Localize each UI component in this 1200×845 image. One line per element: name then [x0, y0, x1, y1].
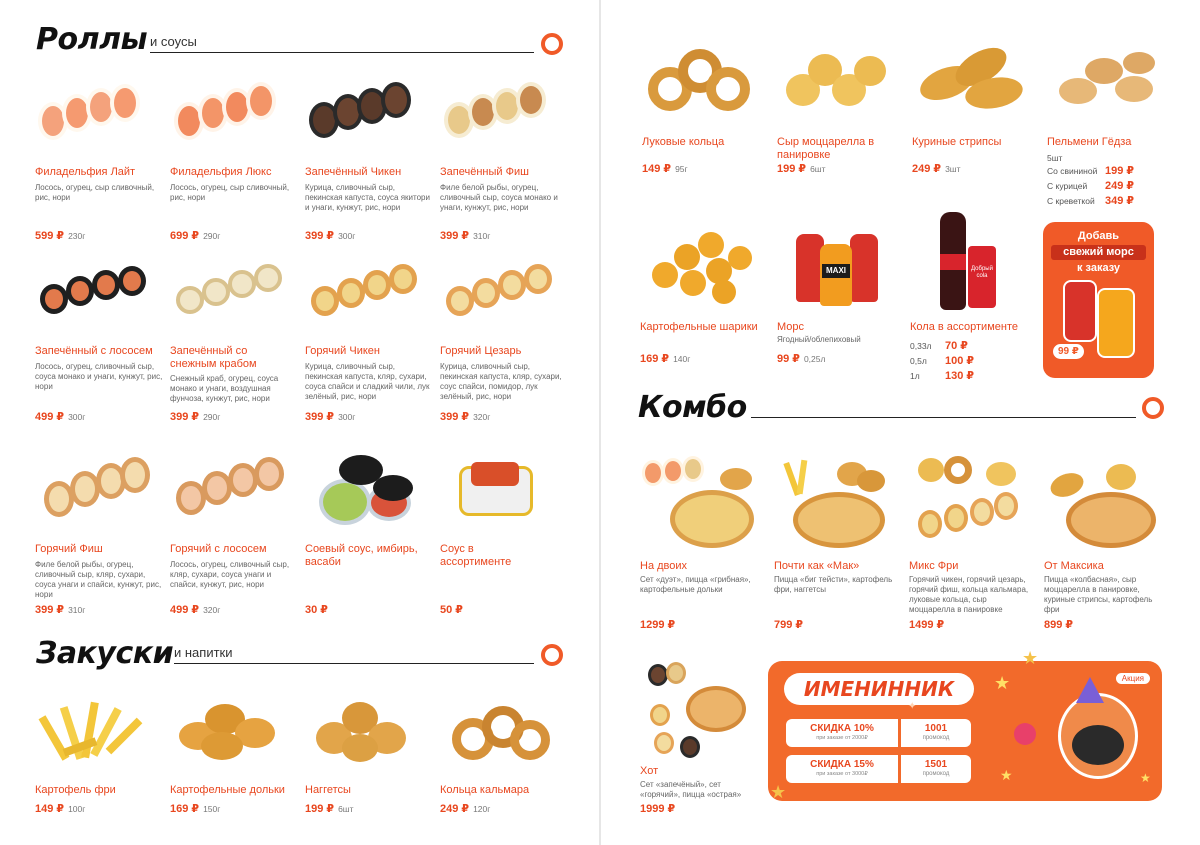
roll-image — [172, 262, 292, 324]
section-title-combo: Комбо — [638, 390, 747, 425]
combo-image — [1046, 460, 1158, 552]
item-name: Пельмени Гёдза — [1047, 136, 1132, 148]
item-name: Картофель фри — [35, 784, 116, 796]
item-price: 149 ₽ 95г — [642, 163, 688, 175]
item-name: Микс Фри — [909, 560, 959, 572]
variant-row: С креветкой 349 ₽ — [1047, 195, 1135, 207]
item-description: Курица, сливочный сыр, пекинская капуста, кляр, сухари, соус спайси, помидор, лук зелёный, рис, нори — [440, 362, 562, 401]
variant-row: С курицей 249 ₽ — [1047, 180, 1135, 192]
section-title-rolls: Роллы — [36, 22, 148, 57]
cola-can-label: Добрый cola — [968, 246, 996, 308]
promo-price-badge: 99 ₽ — [1053, 344, 1084, 359]
item-price: 399 ₽ 290г — [170, 411, 221, 423]
item-price: 169 ₽ 150г — [170, 803, 221, 815]
variant-row: 0,33л 70 ₽ — [910, 340, 968, 352]
ring-icon — [1142, 397, 1164, 419]
item-name: От Максика — [1044, 560, 1104, 572]
cake-icon — [1014, 723, 1036, 745]
variant-row: 1л 130 ₽ — [910, 370, 975, 382]
roll-image — [307, 80, 425, 146]
combo-image — [914, 454, 1026, 552]
promo-line: свежий морс — [1051, 245, 1146, 260]
promo-title: ИМЕНИННИК — [784, 673, 974, 705]
item-name: Картофельные шарики — [640, 321, 758, 333]
combo-image — [640, 456, 758, 552]
item-price: 199 ₽ 6шт — [305, 803, 354, 815]
item-price: 99 ₽ 0,25л — [777, 353, 826, 365]
item-name: Сыр моццарелла в панировке — [777, 136, 875, 161]
sauce-cup-image — [455, 458, 537, 526]
bottle-icon — [1097, 288, 1135, 358]
roll-image — [36, 262, 156, 324]
item-name: Филадельфия Лайт — [35, 166, 136, 178]
roll-image — [442, 262, 562, 324]
item-price: 1999 ₽ — [640, 803, 676, 815]
variant-row: Со свининой 199 ₽ — [1047, 165, 1135, 177]
item-name: Запечённый Чикен — [305, 166, 402, 178]
roll-image — [307, 262, 427, 324]
item-count: 5шт — [1047, 153, 1063, 163]
item-price: 399 ₽ 310г — [440, 230, 491, 242]
nuggets-image — [312, 698, 412, 764]
birthday-promo-banner[interactable] — [768, 661, 1162, 801]
potato-balls-image — [646, 226, 756, 306]
item-price: 499 ₽ 320г — [170, 604, 221, 616]
star-icon: ★ — [770, 782, 787, 802]
item-price: 399 ₽ 320г — [440, 411, 491, 423]
item-description: Горячий чикен, горячий цезарь, горячий фиш, кольца кальмара, луковые кольца, сыр моццарелла в панировке — [909, 575, 1029, 614]
page-divider — [599, 0, 601, 845]
onion-rings-image — [646, 45, 756, 117]
star-icon: ★ — [1022, 648, 1039, 668]
item-name: Горячий Цезарь — [440, 345, 522, 357]
item-price: 149 ₽ 100г — [35, 803, 86, 815]
item-price: 50 ₽ — [440, 604, 463, 616]
item-price: 249 ₽ 120г — [440, 803, 491, 815]
item-price: 499 ₽ 300г — [35, 411, 86, 423]
star-icon: ★ — [1140, 771, 1151, 785]
item-price: 399 ₽ 310г — [35, 604, 86, 616]
chicken-strips-image — [915, 44, 1031, 114]
ring-icon — [541, 644, 563, 666]
confetti-icon: ✦ — [908, 701, 917, 712]
item-description: Курица, сливочный сыр, пекинская капуста, кляр, сухари, соуса спайси и сладкий чили, лук зелёный, рис, нори — [305, 362, 430, 401]
section-line — [174, 663, 534, 664]
variant-row: 0,5л 100 ₽ — [910, 355, 975, 367]
section-line — [150, 52, 534, 53]
roll-image — [36, 80, 154, 146]
item-name: Соус в ассортименте — [440, 543, 512, 568]
roll-image — [40, 455, 155, 525]
discount-card: СКИДКА 10% при заказе от 2000₽ — [786, 719, 898, 747]
roll-image — [442, 80, 560, 146]
item-price: 199 ₽ 6шт — [777, 163, 826, 175]
cola-image — [936, 212, 1000, 312]
item-name: Картофельные дольки — [170, 784, 285, 796]
morse-bottles-image — [792, 228, 884, 308]
item-description: Курица, сливочный сыр, пекинская капуста, соуса якитори и унаги, кунжут, рис, нори — [305, 183, 430, 212]
item-name: Почти как «Мак» — [774, 560, 860, 572]
star-icon: ★ — [994, 673, 1011, 693]
item-price: 1299 ₽ — [640, 619, 676, 631]
item-name: Горячий Фиш — [35, 543, 103, 555]
promo-tag: Акция — [1116, 673, 1150, 684]
item-name: Хот — [640, 765, 659, 777]
item-description: Лосось, огурец, сыр сливочный, рис, нори — [170, 183, 290, 202]
item-description: Филе белой рыбы, огурец, сливочный сыр, соуса монако и унаги, кунжут, рис, нори — [440, 183, 558, 212]
item-description: Пицца «биг тейсти», картофель фри, наггетсы — [774, 575, 893, 594]
item-name: Запечённый с лососем — [35, 345, 153, 357]
item-description: Снежный краб, огурец, соуса монако и унаги, воздушная фунчоза, кунжут, рис, нори — [170, 374, 279, 403]
combo-image — [644, 660, 750, 760]
item-name: Запечённый со снежным крабом — [170, 345, 257, 370]
item-description: Сет «дуэт», пицца «грибная», картофельные дольки — [640, 575, 751, 594]
promo-code[interactable]: 1501 промокод — [901, 755, 971, 783]
roll-image — [172, 455, 290, 525]
item-name: Морс — [777, 321, 805, 333]
promo-line: к заказу — [1076, 262, 1121, 274]
morse-brand-label: MAXI — [822, 264, 850, 278]
gyoza-image — [1055, 48, 1160, 114]
item-description: Лосось, огурец, сыр сливочный, рис, нори — [35, 183, 155, 202]
item-name: Наггетсы — [305, 784, 351, 796]
bottle-icon — [1063, 280, 1097, 342]
item-price: 399 ₽ 300г — [305, 230, 356, 242]
promo-line: Добавь — [1077, 230, 1120, 242]
item-name: Кола в ассортименте — [910, 321, 1018, 333]
item-price: 399 ₽ 300г — [305, 411, 356, 423]
roll-image — [172, 80, 290, 146]
section-title-snacks: Закуски — [36, 636, 174, 671]
star-icon: ★ — [1000, 767, 1013, 783]
potato-wedges-image — [175, 698, 285, 764]
item-price: 30 ₽ — [305, 604, 328, 616]
item-name: Луковые кольца — [642, 136, 725, 148]
section-subtitle-rolls: и соусы — [150, 34, 197, 49]
ring-icon — [541, 33, 563, 55]
item-price: 599 ₽ 230г — [35, 230, 86, 242]
item-description: Лосось, огурец, сливочный сыр, соуса монако и унаги, кунжут, рис, нори — [35, 362, 163, 391]
item-description: Сет «запечёный», сет «горячий», пицца «острая» — [640, 780, 742, 799]
section-subtitle-snacks: и напитки — [174, 645, 233, 660]
sauce-set-image — [315, 453, 425, 531]
promo-code[interactable]: 1001 промокод — [901, 719, 971, 747]
section-line — [751, 417, 1136, 418]
item-name: Кольца кальмара — [440, 784, 530, 796]
party-hat-icon — [1076, 677, 1104, 703]
item-price: 1499 ₽ — [909, 619, 945, 631]
item-description: Лосось, огурец, сливочный сыр, кляр, сухари, соуса унаги и спайси, кунжут, рис, нори — [170, 560, 290, 589]
item-name: Горячий с лососем — [170, 543, 267, 555]
item-description: Ягодный/облепиховый — [777, 335, 861, 344]
item-name: Горячий Чикен — [305, 345, 380, 357]
mozzarella-sticks-image — [780, 48, 892, 114]
mascot-body-icon — [1072, 725, 1124, 765]
item-name: Соевый соус, имбирь, васаби — [305, 543, 418, 568]
item-name: Филадельфия Люкс — [170, 166, 272, 178]
item-price: 899 ₽ — [1044, 619, 1074, 631]
squid-rings-image — [448, 700, 554, 764]
item-price: 169 ₽ 140г — [640, 353, 691, 365]
item-name: Куриные стрипсы — [912, 136, 1002, 148]
combo-image — [783, 456, 889, 552]
item-description: Пицца «колбасная», сыр моццарелла в панировке, куриные стрипсы, картофель фри — [1044, 575, 1153, 614]
discount-card: СКИДКА 15% при заказе от 3000₽ — [786, 755, 898, 783]
item-price: 799 ₽ — [774, 619, 804, 631]
morse-promo-banner[interactable] — [1043, 222, 1154, 378]
item-description: Филе белой рыбы, огурец, сливочный сыр, кляр, сухари, соуса унаги и спайси, кунжут, рис, нори — [35, 560, 162, 599]
item-price: 699 ₽ 290г — [170, 230, 221, 242]
item-price: 249 ₽ 3шт — [912, 163, 961, 175]
fries-image — [40, 692, 152, 764]
item-name: Запечённый Фиш — [440, 166, 529, 178]
item-name: На двоих — [640, 560, 688, 572]
